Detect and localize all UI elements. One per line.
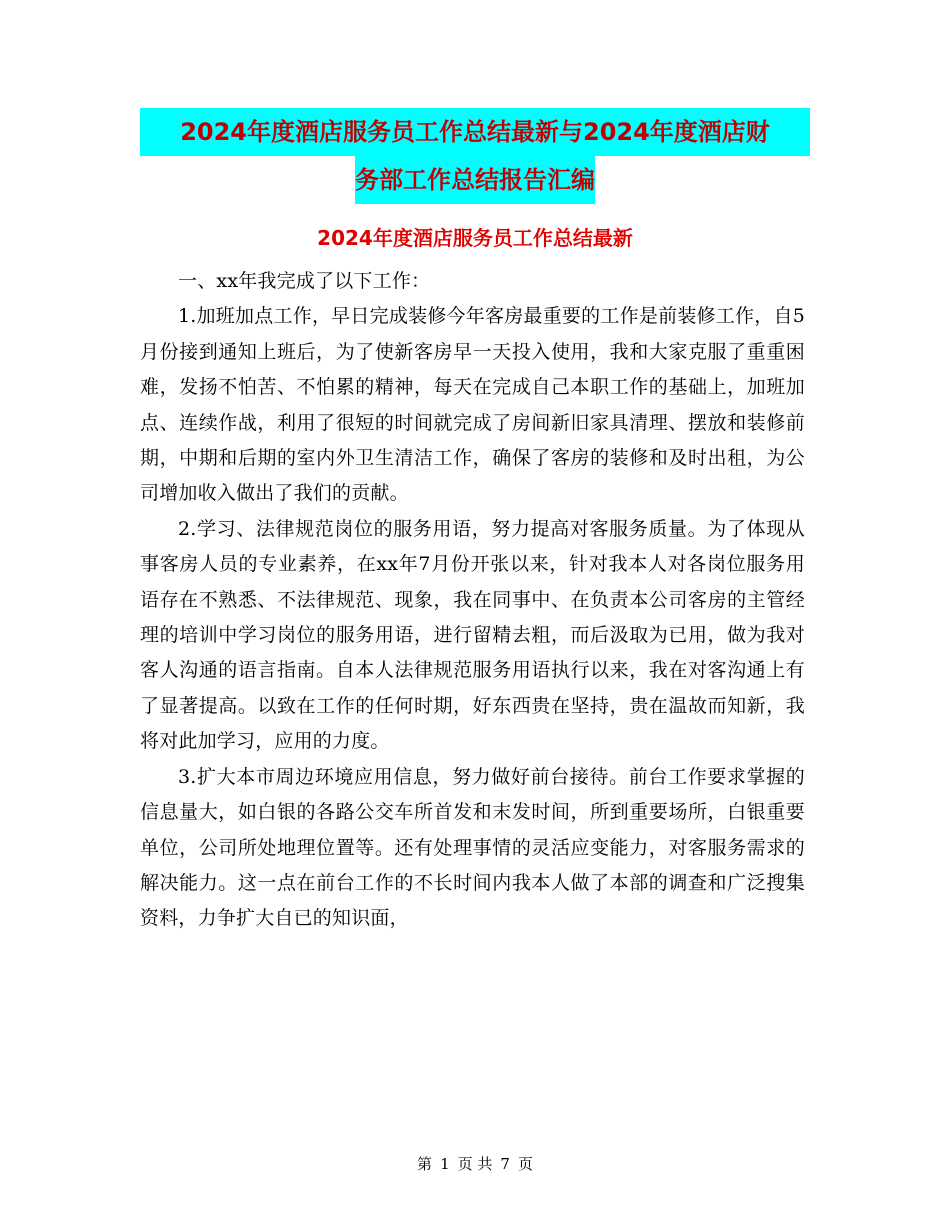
footer-suffix: 页 — [517, 1155, 533, 1173]
paragraph-2: 2.学习、法律规范岗位的服务用语，努力提高对客服务质量。为了体现从事客房人员的专业素养，在xx年7月份开张以来，针对我本人对各岗位服务用语存在不熟悉、不法律规范、现象，我在同事中、在负责本公司客房的主管经理的培训中学习岗位的服务用语，进行留精去粗，而后汲取为已用，做为我对客人沟通的语言指南。自本人法律规范服务用语执行以来，我在对客沟通上有了显著提高。以致在工作的任何时期，好东西贵在坚持，贵在温故而知新，我将对此加学习，应用的力度。 — [140, 517, 805, 753]
footer-page-number: 1 — [440, 1155, 450, 1173]
footer-prefix: 第 — [417, 1155, 433, 1173]
footer-total-pages: 7 — [500, 1155, 510, 1173]
document-title-line2: 务部工作总结报告汇编 — [355, 156, 595, 204]
page-footer — [0, 1153, 950, 1174]
document-title — [140, 108, 810, 204]
paragraph-intro: 一、xx年我完成了以下工作： — [178, 270, 431, 292]
section-title: 2024年度酒店服务员工作总结最新 — [317, 226, 633, 250]
document-title-line1: 2024年度酒店服务员工作总结最新与2024年度酒店财 — [140, 108, 810, 156]
paragraph-3: 3.扩大本市周边环境应用信息，努力做好前台接待。前台工作要求掌握的信息量大，如白银的各路公交车所首发和末发时间，所到重要场所，白银重要单位，公司所处地理位置等。还有处理事情的灵活应变能力，对客服务需求的解决能力。这一点在前台工作的不长时间内我本人做了本部的调查和广泛搜集资料，力争扩大自已的知识面， — [140, 765, 805, 930]
footer-middle: 页 共 — [457, 1155, 493, 1173]
paragraph-1: 1.加班加点工作，早日完成装修今年客房最重要的工作是前装修工作，自5月份接到通知上班后，为了使新客房早一天投入使用，我和大家克服了重重困难，发扬不怕苦、不怕累的精神，每天在完成自己本职工作的基础上，加班加点、连续作战，利用了很短的时间就完成了房间新旧家具清理、摆放和装修前期，中期和后期的室内外卫生清洁工作，确保了客房的装修和及时出租，为公司增加收入做出了我们的贡献。 — [140, 305, 805, 505]
document-body — [140, 264, 805, 937]
